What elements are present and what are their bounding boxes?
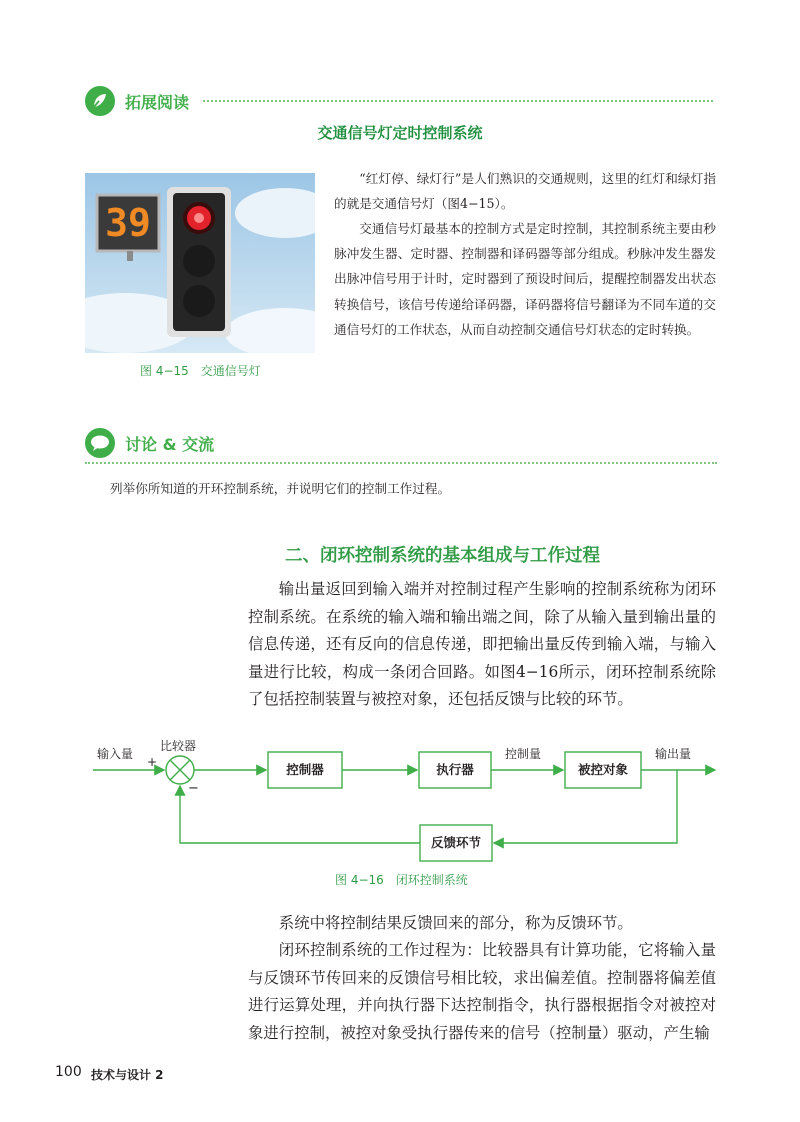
reading-divider bbox=[203, 100, 713, 102]
book-title: 技术与设计 2 bbox=[91, 1068, 164, 1082]
reading-header bbox=[85, 86, 189, 116]
control-quantity-label: 控制量 bbox=[505, 747, 542, 761]
plus-sign: + bbox=[147, 755, 158, 769]
actuator-block: 执行器 bbox=[436, 762, 474, 777]
output-label: 输出量 bbox=[655, 747, 692, 761]
discussion-header-label: 讨论 & 交流 bbox=[125, 434, 215, 454]
figure-4-15-caption: 图 4−15 交通信号灯 bbox=[140, 364, 261, 378]
discussion-text: 列举你所知道的开环控制系统，并说明它们的控制工作过程。 bbox=[110, 481, 451, 496]
discussion-header bbox=[85, 428, 214, 458]
section3-paragraph-1: 系统中将控制结果反馈回来的部分，称为反馈环节。 bbox=[278, 914, 633, 932]
section2-paragraph-1: 输出量返回到输入端并对控制过程产生影响的控制系统称为闭环控制系统。在系统的输入端和输出端之间，除了从输入量到输出量的信息传递，还有反向的信息传递，即把输出量反传到输入端，与输入量进行比较，构成一条闭合回路。如图4−16所示，闭环控制系统除了包括控制装置与被控对象，还包括反馈与比较的环节。 bbox=[248, 580, 716, 708]
section-heading: 二、闭环控制系统的基本组成与工作过程 bbox=[285, 546, 600, 566]
reading-title: 交通信号灯定时控制系统 bbox=[317, 124, 483, 142]
feedback-block: 反馈环节 bbox=[430, 835, 481, 850]
book-leaf-icon bbox=[85, 86, 115, 116]
plant-block: 被控对象 bbox=[577, 762, 628, 777]
page-number: 100 bbox=[55, 1064, 82, 1080]
minus-sign: − bbox=[188, 781, 199, 796]
countdown-display: 39 bbox=[105, 201, 151, 245]
section3-paragraph-2: 闭环控制系统的工作过程为：比较器具有计算功能，它将输入量与反馈环节传回来的反馈信号相比较，求出偏差值。控制器将偏差值进行运算处理，并向执行器下达控制指令，执行器根据指令对被控对象进行控制，被控对象受执行器传来的信号（控制量）驱动，产生输 bbox=[248, 941, 716, 1042]
traffic-light-photo bbox=[85, 173, 315, 353]
discussion-divider bbox=[85, 462, 717, 464]
reading-paragraph-2: 交通信号灯最基本的控制方式是定时控制，其控制系统主要由秒脉冲发生器、定时器、控制器和译码器等部分组成。秒脉冲发生器发出脉冲信号用于计时，定时器到了预设时间后，提醒控制器发出状态转换信号，该信号传递给译码器，译码器将信号翻译为不同车道的交通信号灯的工作状态，从而自动控制交通信号灯状态的定时转换。 bbox=[334, 221, 716, 337]
comparator-label: 比较器 bbox=[160, 739, 197, 753]
figure-4-16-caption: 图 4−16 闭环控制系统 bbox=[335, 873, 468, 887]
speech-bubble-icon bbox=[85, 428, 115, 458]
reading-header-label: 拓展阅读 bbox=[125, 92, 190, 112]
input-label: 输入量 bbox=[97, 747, 134, 761]
reading-paragraph-1: “红灯停、绿灯行”是人们熟识的交通规则，这里的红灯和绿灯指的就是交通信号灯（图4−15）。 bbox=[334, 171, 716, 212]
controller-block: 控制器 bbox=[286, 762, 324, 777]
